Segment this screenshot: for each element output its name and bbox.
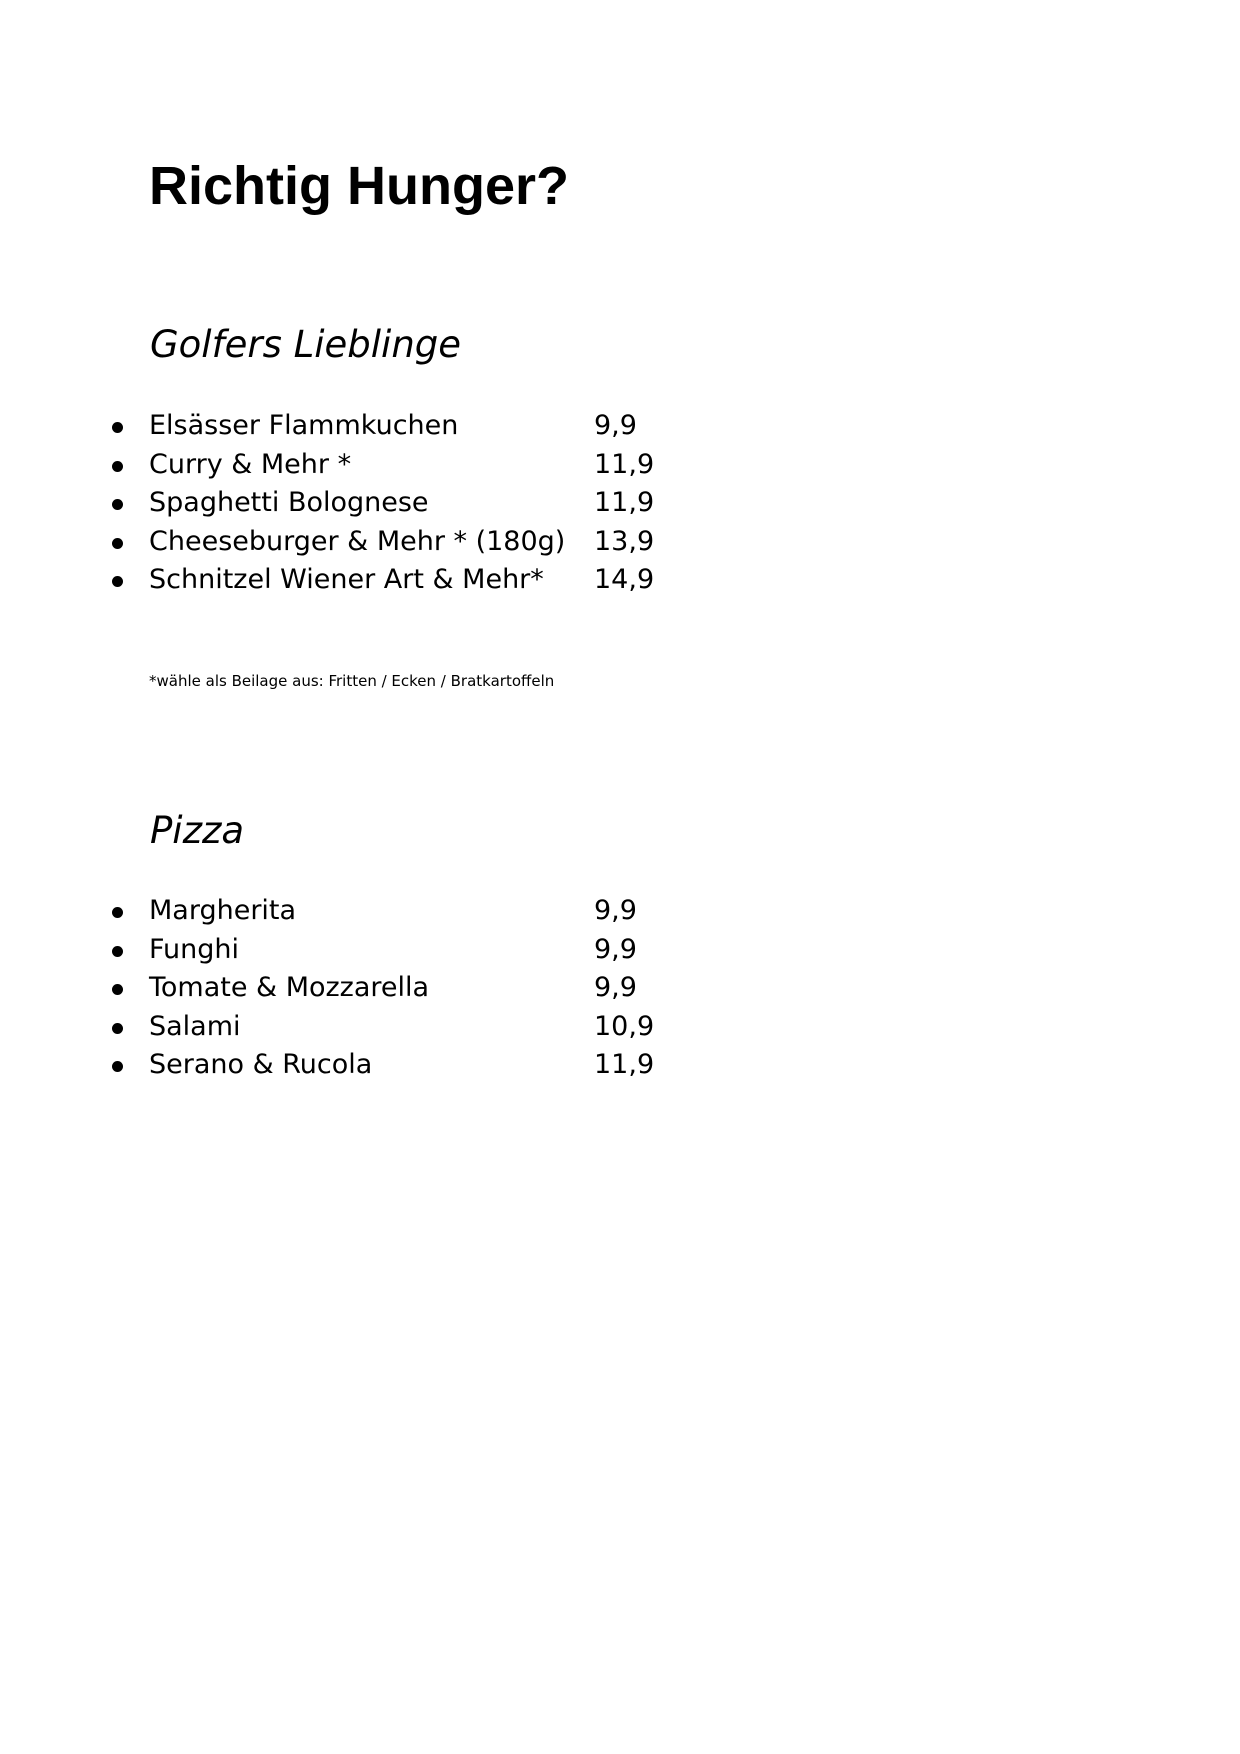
menu-item (108, 1008, 668, 1047)
bullet-icon (112, 907, 123, 918)
bullet-icon (112, 946, 123, 957)
menu-item-price: 11,9 (594, 1049, 655, 1080)
bullet-icon (112, 538, 123, 549)
menu-item-price: 9,9 (594, 410, 637, 441)
menu-item (108, 892, 668, 931)
section-heading-golfers-lieblinge: Golfers Lieblinge (150, 323, 462, 366)
menu-item-name: Funghi (149, 933, 240, 965)
menu-item-name: Margherita (149, 895, 297, 926)
bullet-icon (112, 576, 123, 587)
bullet-icon (112, 499, 123, 510)
menu-item-price: 11,9 (594, 487, 655, 518)
menu-item (108, 523, 668, 562)
menu-item (108, 1046, 668, 1085)
menu-item (108, 484, 668, 523)
bullet-icon (112, 1061, 123, 1072)
menu-item-name: Curry & Mehr * (149, 448, 352, 480)
menu-item-name: Schnitzel Wiener Art & Mehr* (149, 564, 544, 595)
menu-item (108, 407, 668, 446)
section-heading-pizza: Pizza (150, 809, 245, 852)
menu-item-name: Tomate & Mozzarella (149, 972, 430, 1003)
menu-item-price: 9,9 (594, 933, 637, 965)
menu-item (108, 969, 668, 1008)
bullet-icon (112, 422, 123, 433)
menu-item-price: 9,9 (594, 895, 637, 926)
menu-item-name: Cheeseburger & Mehr * (180g) (149, 525, 566, 557)
menu-item-price: 9,9 (594, 972, 637, 1003)
menu-item-price: 14,9 (594, 564, 655, 595)
menu-item-price: 11,9 (594, 448, 655, 480)
menu-item (108, 446, 668, 485)
menu-item-name: Elsässer Flammkuchen (149, 410, 459, 441)
bullet-icon (112, 984, 123, 995)
menu-item (108, 561, 668, 600)
menu-list-pizza (108, 892, 668, 1085)
menu-item-name: Salami (149, 1010, 241, 1042)
menu-item-name: Spaghetti Bolognese (149, 487, 429, 518)
menu-item-name: Serano & Rucola (149, 1049, 373, 1080)
page-title: Richtig Hunger? (149, 156, 569, 216)
side-dish-footnote: *wähle als Beilage aus: Fritten / Ecken / Bratkartoffeln (149, 672, 555, 690)
bullet-icon (112, 1023, 123, 1034)
menu-list-golfers-lieblinge (108, 407, 668, 600)
menu-item-price: 10,9 (594, 1010, 655, 1042)
bullet-icon (112, 461, 123, 472)
menu-item (108, 931, 668, 970)
menu-item-price: 13,9 (594, 525, 655, 557)
